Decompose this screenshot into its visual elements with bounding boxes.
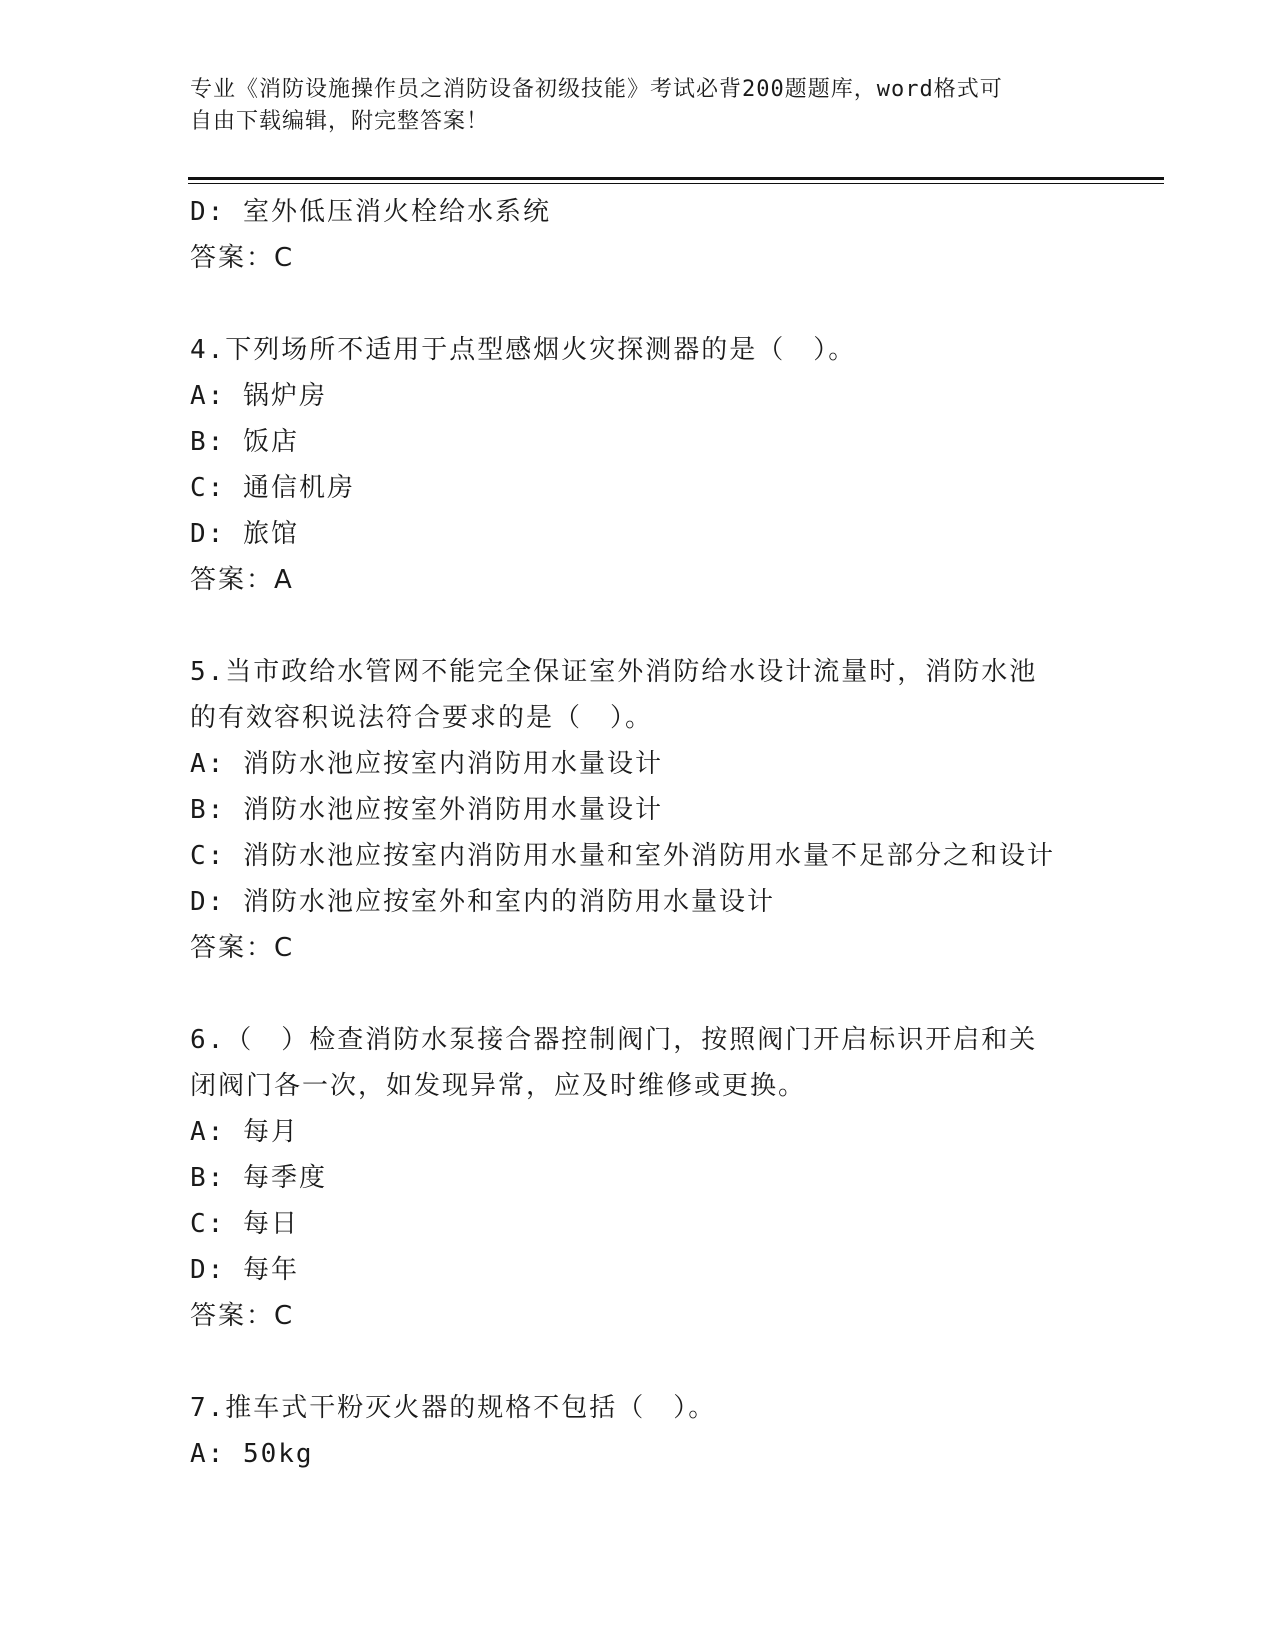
question-stem-continued: 的有效容积说法符合要求的是（ ）。 (190, 703, 654, 733)
spacer (190, 281, 1150, 327)
header-rule-thick (188, 177, 1164, 180)
option-c: C: 消防水池应按室内消防用水量和室外消防用水量不足部分之和设计 (190, 841, 1055, 871)
question-7 (190, 1385, 1150, 1477)
option-c: C: 每日 (190, 1209, 299, 1239)
spacer (190, 971, 1150, 1017)
question-stem: 5.当市政给水管网不能完全保证室外消防给水设计流量时，消防水池 (190, 657, 1038, 687)
option-c: C: 通信机房 (190, 473, 355, 503)
question-6 (190, 1017, 1150, 1339)
question-stem-continued: 闭阀门各一次，如发现异常，应及时维修或更换。 (190, 1071, 807, 1101)
option-a: A: 50kg (190, 1439, 314, 1469)
question-stem: 7.推车式干粉灭火器的规格不包括（ ）。 (190, 1393, 717, 1423)
question-5 (190, 649, 1150, 971)
option-d: D: 室外低压消火栓给水系统 (190, 197, 551, 227)
option-d: D: 旅馆 (190, 519, 299, 549)
question-stem: 6.（ ）检查消防水泵接合器控制阀门，按照阀门开启标识开启和关 (190, 1025, 1038, 1055)
header-line-1: 专业《消防设施操作员之消防设备初级技能》考试必背200题题库，word格式可 (190, 77, 1003, 102)
question-stem: 4.下列场所不适用于点型感烟火灾探测器的是（ ）。 (190, 335, 857, 365)
option-d: D: 每年 (190, 1255, 299, 1285)
option-b: B: 消防水池应按室外消防用水量设计 (190, 795, 663, 825)
spacer (190, 1339, 1150, 1385)
document-header (190, 74, 1090, 138)
question-3-continuation (190, 189, 1150, 281)
option-a: A: 消防水池应按室内消防用水量设计 (190, 749, 663, 779)
option-a: A: 锅炉房 (190, 381, 327, 411)
answer-line: 答案：C (190, 243, 295, 273)
option-b: B: 饭店 (190, 427, 299, 457)
option-b: B: 每季度 (190, 1163, 327, 1193)
option-a: A: 每月 (190, 1117, 299, 1147)
header-rule-thin (188, 183, 1164, 184)
answer-line: 答案：C (190, 933, 295, 963)
question-list (190, 189, 1150, 1477)
answer-line: 答案：A (190, 565, 294, 595)
answer-line: 答案：C (190, 1301, 295, 1331)
question-4 (190, 327, 1150, 603)
option-d: D: 消防水池应按室外和室内的消防用水量设计 (190, 887, 775, 917)
spacer (190, 603, 1150, 649)
header-line-2: 自由下载编辑，附完整答案！ (190, 109, 490, 134)
